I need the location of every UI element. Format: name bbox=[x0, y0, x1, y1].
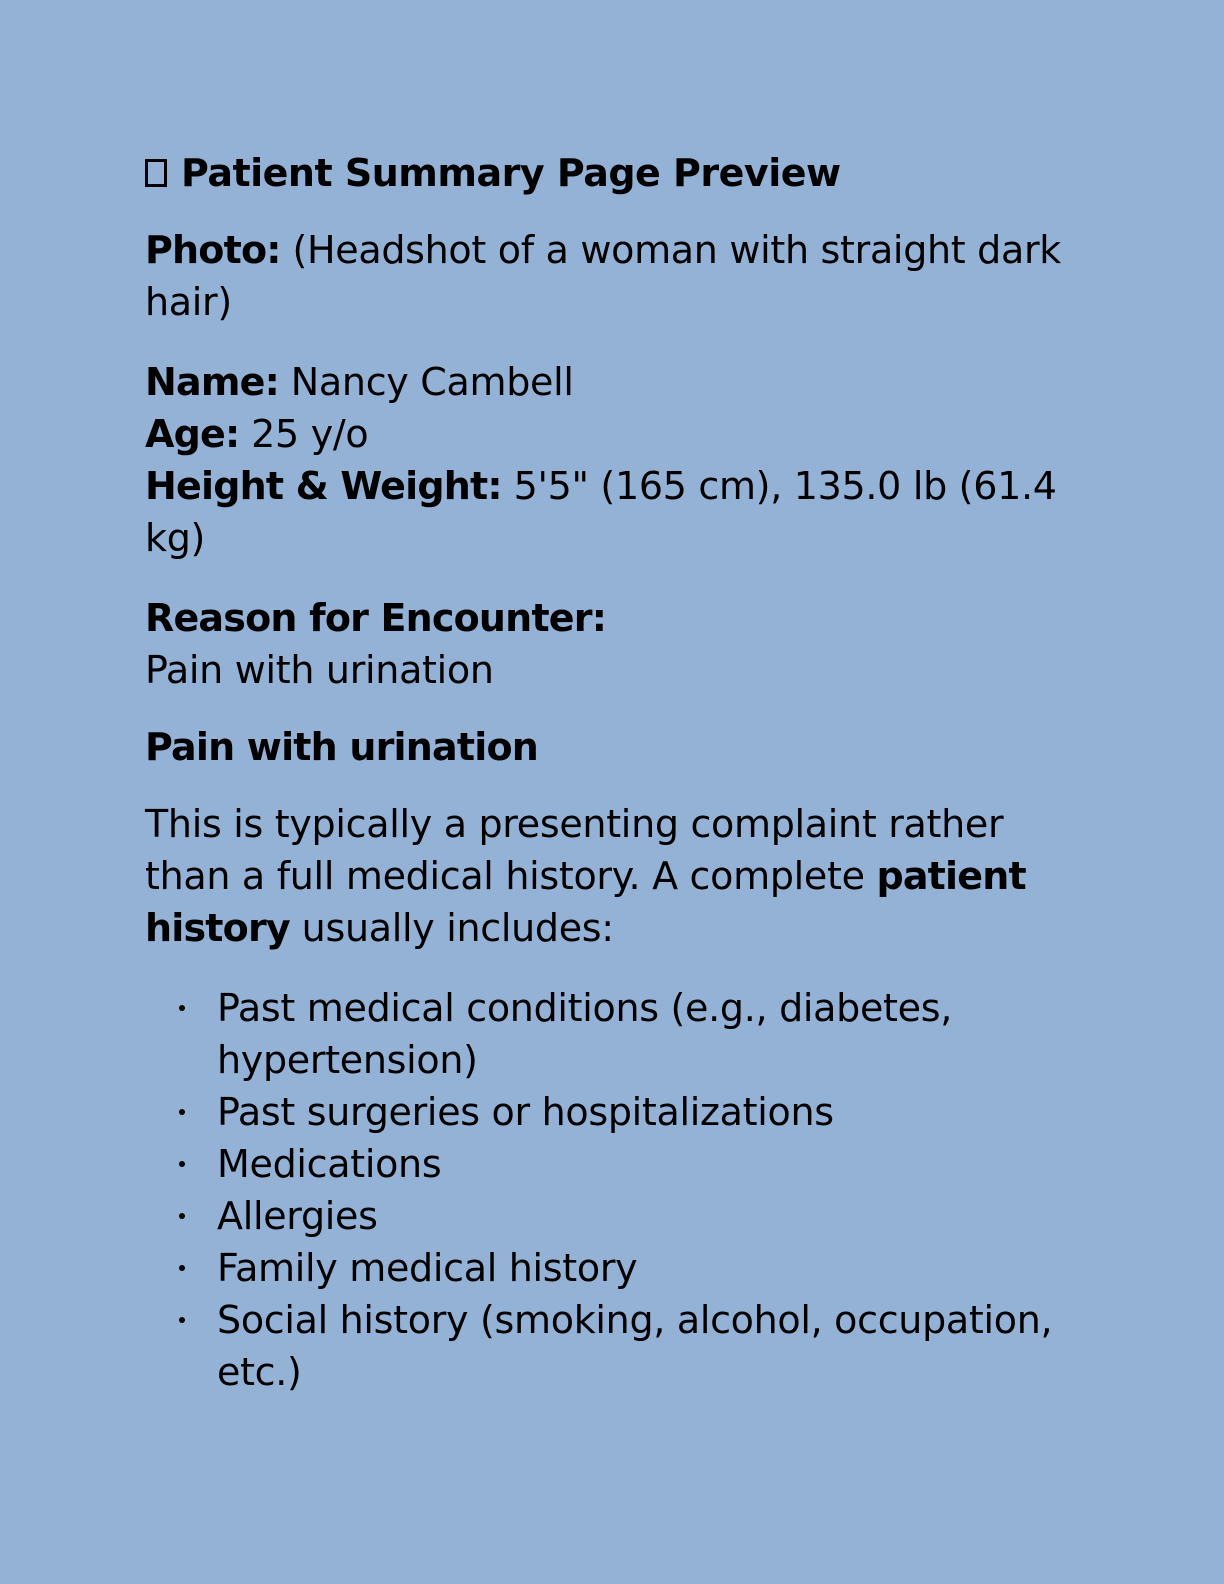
list-item bbox=[217, 1138, 1085, 1190]
reason-label: Reason for Encounter: bbox=[145, 596, 607, 640]
list-item-text: Past surgeries or hospitalizations bbox=[217, 1090, 834, 1134]
photo-line bbox=[145, 224, 1085, 328]
list-item-text: Medications bbox=[217, 1142, 442, 1186]
patient-summary-document bbox=[145, 150, 1085, 1398]
list-item bbox=[217, 1294, 1085, 1398]
bullet-icon bbox=[179, 1265, 185, 1271]
page-title-text: Patient Summary Page Preview bbox=[181, 151, 841, 195]
intro-text-end: usually includes: bbox=[289, 906, 614, 950]
height-weight-line bbox=[145, 460, 1085, 564]
age-label: Age: bbox=[145, 412, 240, 456]
section-intro bbox=[145, 798, 1085, 954]
age-line bbox=[145, 408, 1085, 460]
list-item-text: Family medical history bbox=[217, 1246, 638, 1290]
age-value: 25 y/o bbox=[251, 412, 369, 456]
name-line bbox=[145, 356, 1085, 408]
reason-value: Pain with urination bbox=[145, 648, 494, 692]
history-list bbox=[145, 982, 1085, 1398]
list-item bbox=[217, 1242, 1085, 1294]
list-item-text: Past medical conditions (e.g., diabetes, hypertension) bbox=[217, 986, 952, 1082]
intro-bold-text: patient history bbox=[145, 854, 1026, 950]
list-item-text: Allergies bbox=[217, 1194, 378, 1238]
bullet-icon bbox=[179, 1109, 185, 1115]
bullet-icon bbox=[179, 1317, 185, 1323]
bullet-icon bbox=[179, 1005, 185, 1011]
list-item bbox=[217, 982, 1085, 1086]
list-item bbox=[217, 1086, 1085, 1138]
height-weight-label: Height & Weight: bbox=[145, 464, 502, 508]
photo-label: Photo: bbox=[145, 228, 281, 272]
list-item-text: Social history (smoking, alcohol, occupation, etc.) bbox=[217, 1298, 1053, 1394]
bullet-icon bbox=[179, 1161, 185, 1167]
name-value: Nancy Cambell bbox=[290, 360, 574, 404]
intro-text-start: This is typically a presenting complaint rather than a full medical history. A complete bbox=[145, 802, 1004, 898]
section-heading: Pain with urination bbox=[145, 725, 539, 769]
name-label: Name: bbox=[145, 360, 280, 404]
height-weight-value: 5'5" (165 cm), 135.0 lb (61.4 kg) bbox=[145, 464, 1057, 560]
patient-details bbox=[145, 356, 1085, 564]
list-item bbox=[217, 1190, 1085, 1242]
page-title bbox=[145, 150, 1085, 196]
reason-block bbox=[145, 592, 1085, 696]
bullet-icon bbox=[179, 1213, 185, 1219]
photo-value: (Headshot of a woman with straight dark hair) bbox=[145, 228, 1062, 324]
square-icon bbox=[145, 159, 167, 187]
